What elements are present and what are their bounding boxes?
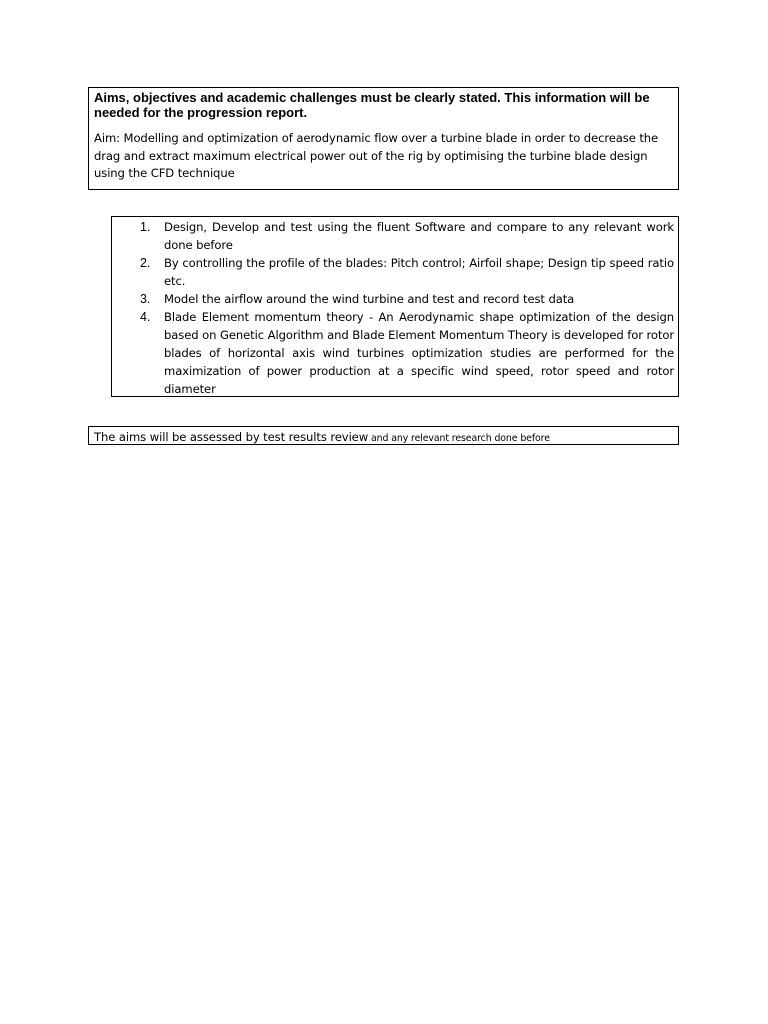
objective-number: 3. (140, 292, 151, 306)
objective-item (116, 290, 674, 308)
objective-item (116, 254, 674, 290)
objective-item (116, 218, 674, 254)
objective-number: 2. (140, 256, 151, 270)
objective-text: Design, Develop and test using the fluent Software and compare to any relevant work done before (164, 220, 674, 252)
assessment-small-text: and any relevant research done before (368, 433, 550, 444)
aims-heading: Aims, objectives and academic challenges must be clearly stated. This information will be needed for the progression report. (94, 90, 650, 120)
objective-text: By controlling the profile of the blades: Pitch control; Airfoil shape; Design tip speed ratio etc. (164, 256, 674, 288)
objectives-box (111, 216, 679, 397)
objective-number: 1. (140, 220, 151, 234)
aim-statement: Aim: Modelling and optimization of aerodynamic flow over a turbine blade in order to decrease the drag and extract maximum electrical power out of the rig by optimising the turbine blade design using the CFD technique (94, 131, 659, 180)
assessment-box (88, 426, 679, 445)
objective-item (116, 308, 674, 398)
objectives-list (116, 218, 674, 398)
aims-box (88, 87, 679, 190)
objective-text: Blade Element momentum theory - An Aerodynamic shape optimization of the design based on Genetic Algorithm and Blade Element Momentum Theory is developed for rotor blades of horizontal axis wind turbines optimization studies are performed for the maximization of power production at a specific wind speed, rotor speed and rotor diameter (164, 310, 674, 396)
objective-number: 4. (140, 310, 151, 324)
objective-text: Model the airflow around the wind turbine and test and record test data (164, 292, 575, 306)
assessment-main-text: The aims will be assessed by test results review (94, 430, 369, 444)
